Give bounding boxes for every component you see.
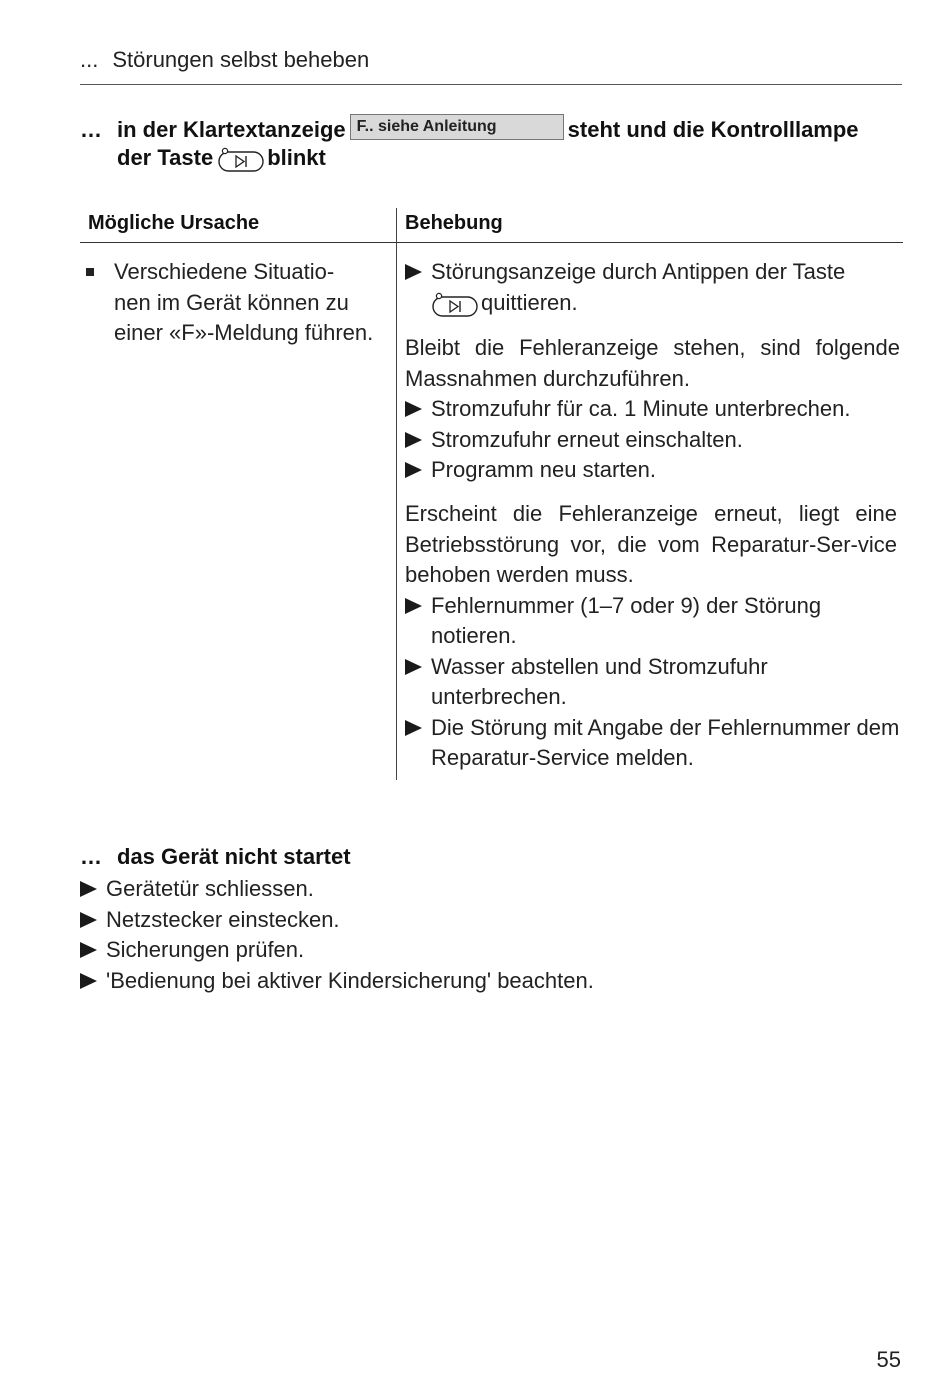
section2-heading-text: das Gerät nicht startet	[117, 844, 351, 869]
section1-line1-after: steht und die Kontrolllampe	[567, 117, 859, 142]
remedy-step	[405, 394, 900, 425]
list-item-text: Sicherungen prüfen.	[106, 937, 305, 962]
column-header-cause: Mögliche Ursache	[88, 212, 260, 234]
cause-text	[114, 257, 392, 349]
triangle-right-icon	[405, 720, 422, 736]
triangle-right-icon	[80, 881, 97, 897]
section2-ellipsis: …	[80, 844, 102, 869]
triangle-right-icon	[80, 942, 97, 958]
cause-line: einer «F»-Meldung führen.	[114, 320, 374, 345]
running-header	[80, 46, 902, 74]
triangle-right-icon	[405, 598, 422, 614]
square-bullet-icon	[86, 268, 94, 276]
remedy-step	[405, 652, 900, 713]
remedy-step	[405, 713, 900, 774]
list-item-text: 'Bedienung bei aktiver Kindersicherung' beachten.	[106, 967, 594, 993]
triangle-right-icon	[405, 264, 422, 280]
remedy-block-1	[405, 333, 900, 486]
triangle-right-icon	[405, 659, 422, 675]
remedy-step-text: Fehlernummer (1–7 oder 9) der Störung notieren.	[431, 592, 822, 648]
column-header-remedy: Behebung	[405, 212, 503, 234]
section1-line2-before: der Taste	[117, 145, 214, 170]
section1-ellipsis: …	[80, 117, 102, 142]
table-column-divider	[396, 208, 397, 780]
triangle-right-icon	[405, 462, 422, 478]
remedy-step-text: Wasser abstellen und Stromzufuhr unterbrechen.	[431, 653, 768, 709]
list-item	[80, 905, 900, 936]
remedy-step-line-2	[431, 288, 900, 319]
running-header-prefix: ...	[80, 47, 99, 72]
list-item-text: Gerätetür schliessen.	[106, 876, 314, 901]
table-header-rule	[80, 242, 903, 243]
list-item	[80, 935, 900, 966]
page-number: 55	[876, 1347, 901, 1372]
remedy-step-text: Stromzufuhr für ca. 1 Minute unterbrechen.	[431, 396, 851, 421]
section2-steps	[80, 874, 900, 996]
remedy-step-text: Die Störung mit Angabe der Fehlernummer dem Reparatur-Service melden.	[431, 714, 900, 770]
triangle-right-icon	[405, 401, 422, 417]
section1-line1-before: in der Klartextanzeige	[117, 117, 346, 142]
remedy-step-acknowledge	[405, 257, 900, 318]
triangle-right-icon	[405, 432, 422, 448]
cause-cell	[86, 257, 392, 349]
remedy-step-text: quittieren.	[481, 289, 578, 315]
triangle-right-icon	[80, 973, 97, 989]
triangle-right-icon	[80, 912, 97, 928]
remedy-step-line: Störungsanzeige durch Antippen der Taste	[431, 259, 846, 284]
start-stop-key-icon	[217, 147, 263, 171]
list-item	[80, 874, 900, 905]
remedy-block-2	[405, 499, 900, 774]
cause-line: nen im Gerät können zu	[114, 289, 349, 315]
list-item	[80, 966, 900, 997]
remedy-step	[405, 591, 900, 652]
remedy-step	[405, 455, 900, 486]
list-item-text: Netzstecker einstecken.	[106, 906, 340, 932]
remedy-step-text: Programm neu starten.	[431, 457, 656, 482]
plain-text-display: F.. siehe Anleitung	[350, 114, 564, 140]
remedy-step	[405, 425, 900, 456]
start-stop-key-icon	[431, 292, 477, 316]
remedy-paragraph: Erscheint die Fehleranzeige erneut, liegt eine Betriebsstörung vor, die vom Reparatur-Ser-vice behoben werden muss.	[405, 501, 897, 587]
remedy-paragraph: Bleibt die Fehleranzeige stehen, sind folgende Massnahmen durchzuführen.	[405, 335, 900, 391]
cause-line: Verschiedene Situatio-	[114, 259, 335, 284]
remedy-step-text: Stromzufuhr erneut einschalten.	[431, 426, 743, 452]
running-header-title: Störungen selbst beheben	[112, 47, 370, 72]
section1-line2-after: blinkt	[267, 145, 326, 170]
header-rule	[80, 84, 902, 85]
